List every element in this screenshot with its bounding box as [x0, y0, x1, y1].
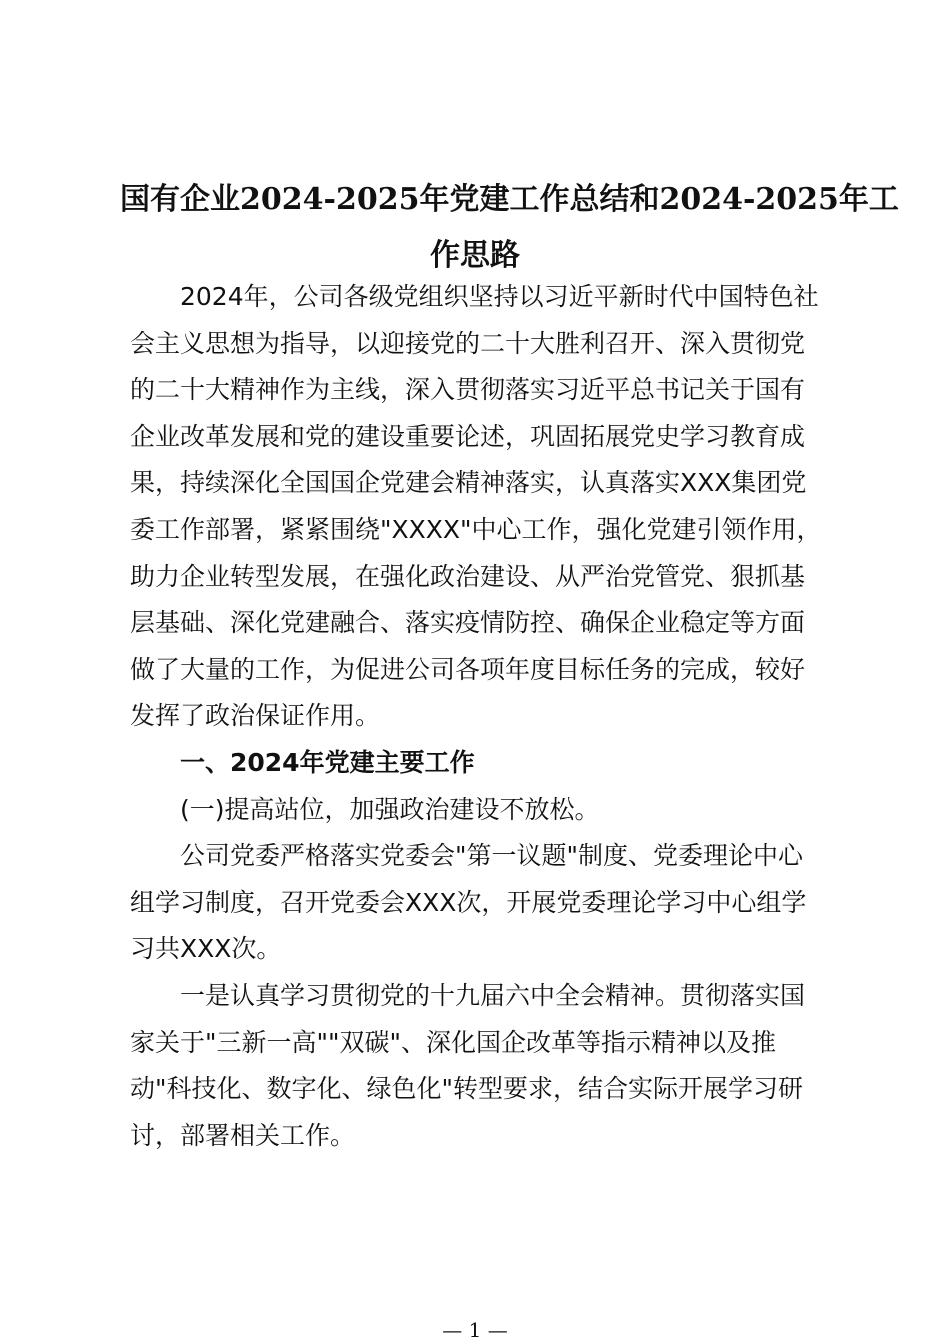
intro-line: 会主义思想为指导，以迎接党的二十大胜利召开、深入贯彻党 [130, 328, 806, 358]
subsection-heading: (一)提高站位，加强政治建设不放松。 [180, 794, 600, 824]
intro-line: 的二十大精神作为主线，深入贯彻落实习近平总书记关于国有 [130, 375, 806, 405]
page-number: — 1 — [442, 1318, 508, 1342]
paragraph-line: 动"科技化、数字化、绿色化"转型要求，结合实际开展学习研 [130, 1074, 804, 1104]
intro-line: 企业改革发展和党的建设重要论述，巩固拓展党史学习教育成 [130, 421, 806, 451]
title-line-1: 国有企业2024-2025年党建工作总结和2024-2025年工 [120, 182, 899, 217]
intro-line: 发挥了政治保证作用。 [130, 701, 381, 731]
paragraph-line: 家关于"三新一高""双碳"、深化国企改革等指示精神以及推 [130, 1027, 776, 1057]
document-body [130, 274, 830, 1159]
document-title [120, 172, 899, 284]
intro-line: 2024年，公司各级党组织坚持以习近平新时代中国特色社 [180, 282, 819, 311]
paragraph-line: 公司党委严格落实党委会"第一议题"制度、党委理论中心 [180, 841, 804, 871]
intro-line: 委工作部署，紧紧围绕"XXXX"中心工作，强化党建引领作用， [130, 514, 822, 544]
intro-line: 助力企业转型发展，在强化政治建设、从严治党管党、狠抓基 [130, 561, 806, 591]
paragraph-line: 讨，部署相关工作。 [130, 1120, 356, 1150]
paragraph-line: 组学习制度，召开党委会XXX次，开展党委理论学习中心组学 [130, 887, 807, 917]
intro-line: 果，持续深化全国国企党建会精神落实，认真落实XXX集团党 [130, 468, 807, 498]
section-heading: 一、2024年党建主要工作 [180, 747, 475, 777]
title-line-2: 作思路 [430, 238, 520, 273]
paragraph-line: 一是认真学习贯彻党的十九届六中全会精神。贯彻落实国 [180, 980, 806, 1010]
intro-line: 做了大量的工作，为促进公司各项年度目标任务的完成，较好 [130, 654, 806, 684]
intro-line: 层基础、深化党建融合、落实疫情防控、确保企业稳定等方面 [130, 608, 806, 638]
paragraph-line: 习共XXX次。 [130, 934, 282, 964]
